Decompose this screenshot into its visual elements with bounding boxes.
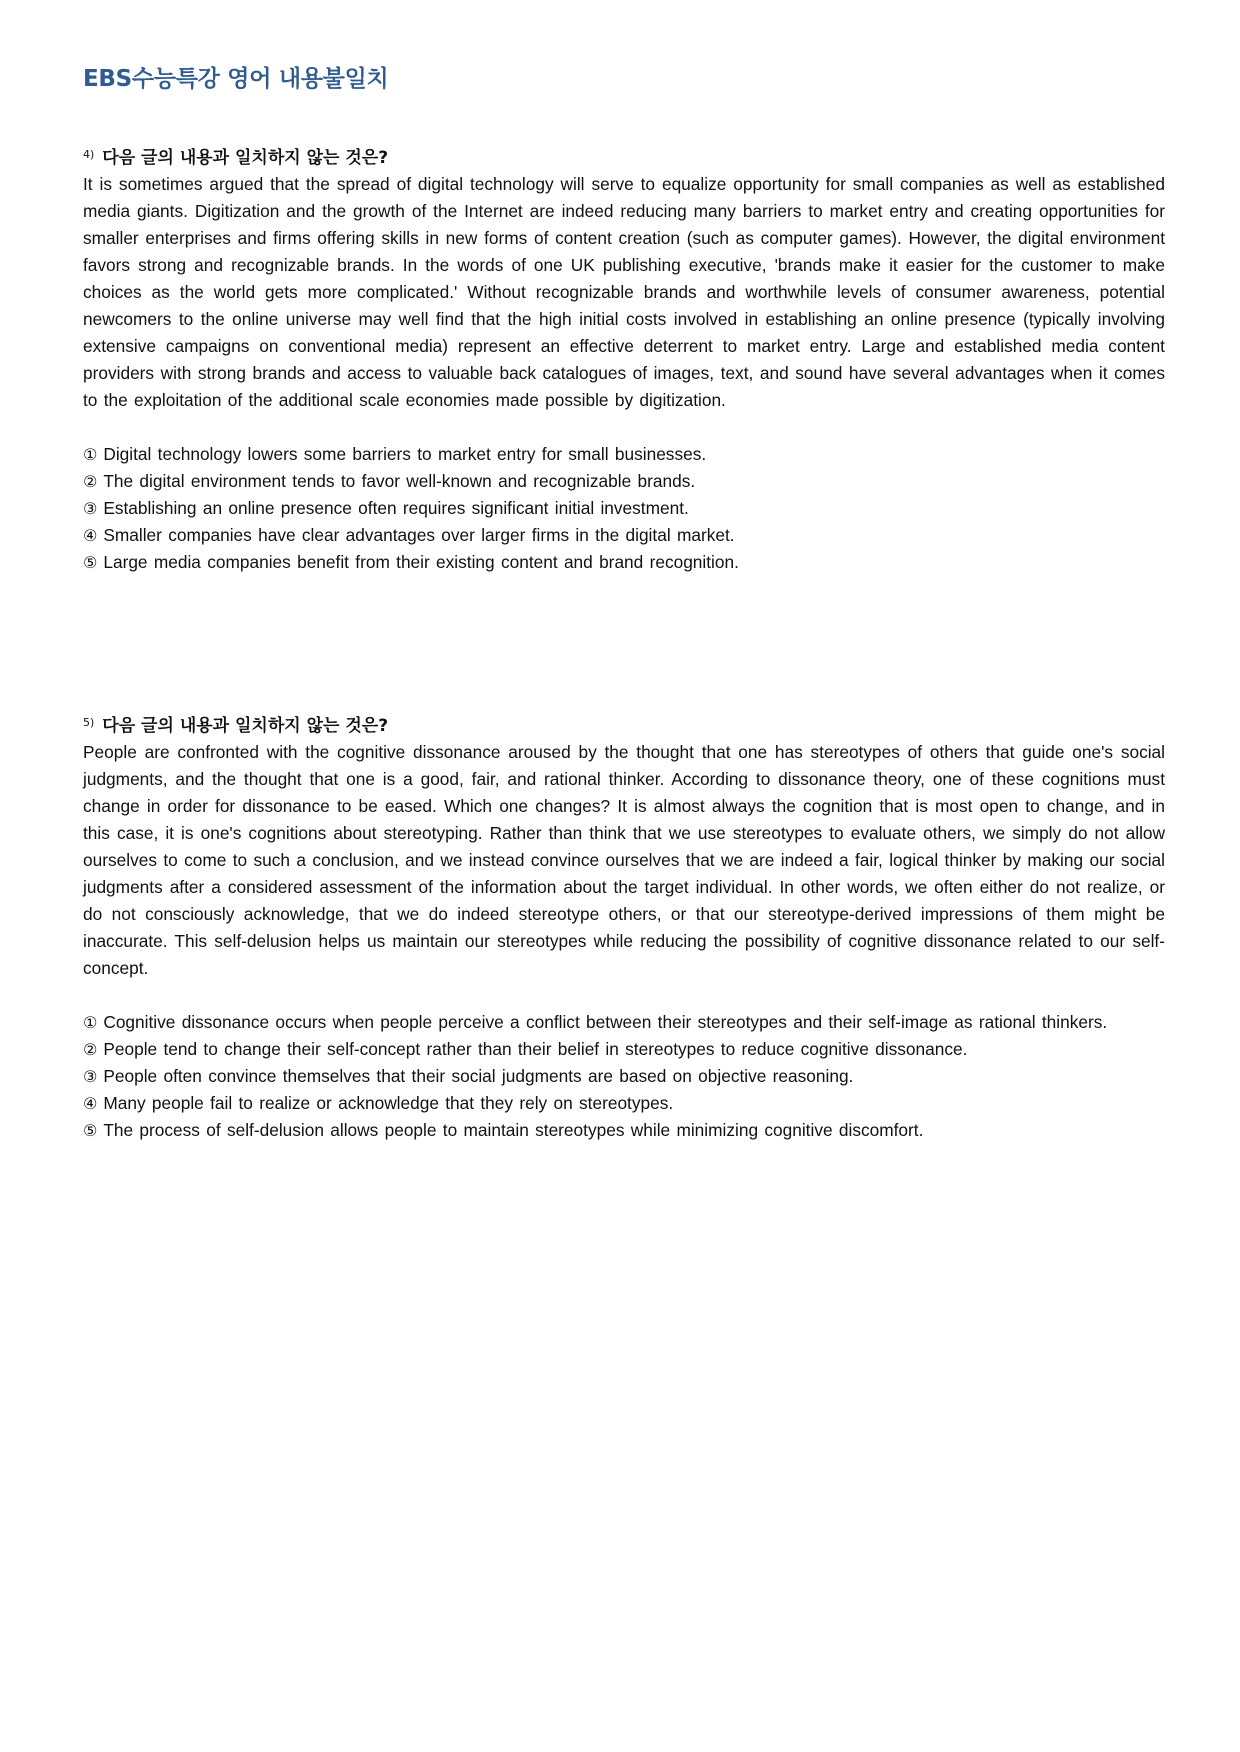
option-text: People often convince themselves that their social judgments are based on objective reasoning. xyxy=(103,1066,854,1086)
question-header xyxy=(83,710,1165,739)
answer-options xyxy=(83,441,1165,576)
question-passage: People are confronted with the cognitive dissonance aroused by the thought that one has stereotypes of others that guide one's social judgments, and the thought that one is a good, fair, and rational thinker. According to dissonance theory, one of these cognitions must change in order for dissonance to be eased. Which one changes? It is almost always the cognition that is most open to change, and in this case, it is one's cognitions about stereotyping. Rather than think that we use stereotypes to evaluate others, we simply do not allow ourselves to come to such a conclusion, and we instead convince ourselves that we are indeed a fair, logical thinker by making our social judgments after a considered assessment of the information about the target individual. In other words, we often either do not realize, or do not consciously acknowledge, that we do indeed stereotype others, or that our stereotype-derived impressions of them might be inaccurate. This self-delusion helps us maintain our stereotypes while reducing the possibility of cognitive dissonance related to our self-concept. xyxy=(83,742,1165,978)
answer-option-2[interactable] xyxy=(83,1036,1165,1063)
option-mark: ② xyxy=(83,1040,98,1059)
option-text: Many people fail to realize or acknowledge that they rely on stereotypes. xyxy=(103,1093,674,1113)
option-text: Smaller companies have clear advantages over larger firms in the digital market. xyxy=(103,525,735,545)
option-text: The digital environment tends to favor well-known and recognizable brands. xyxy=(103,471,696,491)
option-mark: ④ xyxy=(83,526,98,545)
option-text: The process of self-delusion allows people to maintain stereotypes while minimizing cognitive discomfort. xyxy=(103,1120,924,1140)
option-mark: ⑤ xyxy=(83,553,98,572)
answer-option-3[interactable] xyxy=(83,1063,1165,1090)
question-passage: It is sometimes argued that the spread of digital technology will serve to equalize opportunity for small companies as well as established media giants. Digitization and the growth of the Internet are indeed reducing many barriers to market entry and creating opportunities for smaller enterprises and firms offering skills in new forms of content creation (such as computer games). However, the digital environment favors strong and recognizable brands. In the words of one UK publishing executive, 'brands make it easier for the customer to make choices as the world gets more complicated.' Without recognizable brands and worthwhile levels of consumer awareness, potential newcomers to the online universe may well find that the high initial costs involved in establishing an online presence (typically involving extensive campaigns on conventional media) represent an effective deterrent to market entry. Large and established media content providers with strong brands and access to valuable back catalogues of images, text, and sound have several advantages when it comes to the exploitation of the additional scale economies made possible by digitization. xyxy=(83,174,1165,410)
question-prompt: 다음 글의 내용과 일치하지 않는 것은? xyxy=(102,716,389,736)
option-mark: ④ xyxy=(83,1094,98,1113)
option-text: Large media companies benefit from their existing content and brand recognition. xyxy=(103,552,739,572)
answer-option-5[interactable] xyxy=(83,1117,1165,1144)
answer-option-1[interactable] xyxy=(83,441,1165,468)
answer-option-2[interactable] xyxy=(83,468,1165,495)
question-header xyxy=(83,142,1165,171)
option-mark: ② xyxy=(83,472,98,491)
question-number: 5) xyxy=(83,716,95,729)
answer-options xyxy=(83,1009,1165,1144)
answer-option-4[interactable] xyxy=(83,522,1165,549)
answer-option-1[interactable] xyxy=(83,1009,1165,1036)
answer-option-3[interactable] xyxy=(83,495,1165,522)
option-mark: ① xyxy=(83,445,98,464)
option-text: Establishing an online presence often requires significant initial investment. xyxy=(103,498,689,518)
option-text: People tend to change their self-concept rather than their belief in stereotypes to reduce cognitive dissonance. xyxy=(103,1039,968,1059)
option-mark: ③ xyxy=(83,1067,98,1086)
answer-option-5[interactable] xyxy=(83,549,1165,576)
question-prompt: 다음 글의 내용과 일치하지 않는 것은? xyxy=(102,148,389,168)
question-number: 4) xyxy=(83,148,95,161)
answer-option-4[interactable] xyxy=(83,1090,1165,1117)
option-mark: ① xyxy=(83,1013,98,1032)
option-text: Cognitive dissonance occurs when people perceive a conflict between their stereotypes and their self-image as rational thinkers. xyxy=(103,1012,1108,1032)
question-5 xyxy=(83,710,1165,1144)
option-mark: ⑤ xyxy=(83,1121,98,1140)
document-title: EBS수능특강 영어 내용불일치 xyxy=(83,66,389,92)
option-mark: ③ xyxy=(83,499,98,518)
option-text: Digital technology lowers some barriers to market entry for small businesses. xyxy=(103,444,707,464)
question-4 xyxy=(83,142,1165,576)
